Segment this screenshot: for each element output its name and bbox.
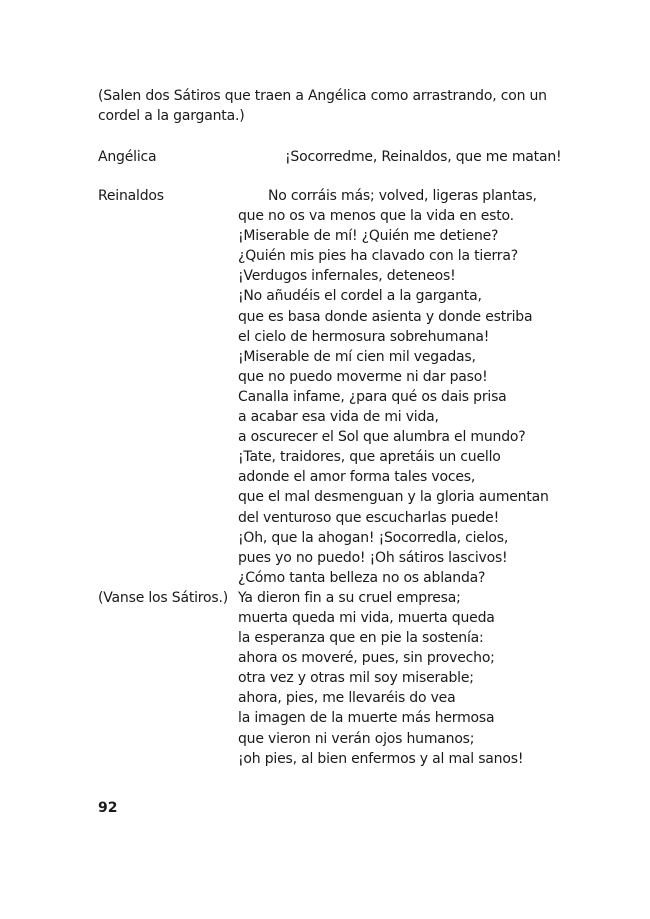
verse-line: que no os va menos que la vida en esto. [238,208,514,225]
verse-line: que vieron ni verán ojos humanos; [238,730,475,747]
verse-line: el cielo de hermosura sobrehumana! [238,328,490,345]
verse-line: ¡Verdugos infernales, deteneos! [238,268,456,285]
verse-line: ahora os moveré, pues, sin provecho; [238,650,495,667]
verse-line: ¡No añudéis el cordel a la garganta, [238,288,482,305]
verse-line: que es basa donde asienta y donde estriba [238,308,533,325]
stage-direction-exit: (Vanse los Sátiros.) [98,590,229,606]
speaker-reinaldos: Reinaldos [98,188,164,204]
verse-line: la esperanza que en pie la sostenía: [238,630,484,647]
verse-line: muerta queda mi vida, muerta queda [238,609,495,626]
page-number: 92 [98,800,118,816]
verse-line: ¡Miserable de mí! ¿Quién me detiene? [238,228,499,245]
speaker-angelica: Angélica [98,149,157,165]
verse-line: que no puedo moverme ni dar paso! [238,368,488,385]
verse-line: ¿Cómo tanta belleza no os ablanda? [238,569,486,586]
verse-line: la imagen de la muerte más hermosa [238,710,495,727]
verse-line: ¡Tate, traidores, que apretáis un cuello [238,449,501,466]
verse-line: a oscurecer el Sol que alumbra el mundo? [238,429,526,446]
verse-line: ahora, pies, me llevaréis do vea [238,690,456,707]
verse-line: ¡Miserable de mí cien mil vegadas, [238,348,476,365]
stage-direction-entrance: (Salen dos Sátiros que traen a Angélica como arrastrando, con un cordel a la garganta.) [98,88,547,124]
angelica-line: ¡Socorredme, Reinaldos, que me matan! [285,149,562,165]
verse-line: a acabar esa vida de mi vida, [238,409,439,426]
verse-line: del venturoso que escucharlas puede! [238,509,500,526]
verse-line: ¿Quién mis pies ha clavado con la tierra? [238,248,518,265]
verse-line: ¡oh pies, al bien enfermos y al mal sanos! [238,750,524,767]
verse-line: adonde el amor forma tales voces, [238,469,476,486]
verse-line: que el mal desmenguan y la gloria aumentan [238,489,549,506]
verse-line: Ya dieron fin a su cruel empresa; [238,589,461,606]
verse-line: otra vez y otras mil soy miserable; [238,670,474,687]
verse-line: No corráis más; volved, ligeras plantas, [268,188,537,204]
reinaldos-verse-block [238,186,549,769]
verse-line: ¡Oh, que la ahogan! ¡Socorredla, cielos, [238,529,509,546]
verse-line: Canalla infame, ¿para qué os dais prisa [238,388,507,405]
verse-line: pues yo no puedo! ¡Oh sátiros lascivos! [238,549,508,566]
